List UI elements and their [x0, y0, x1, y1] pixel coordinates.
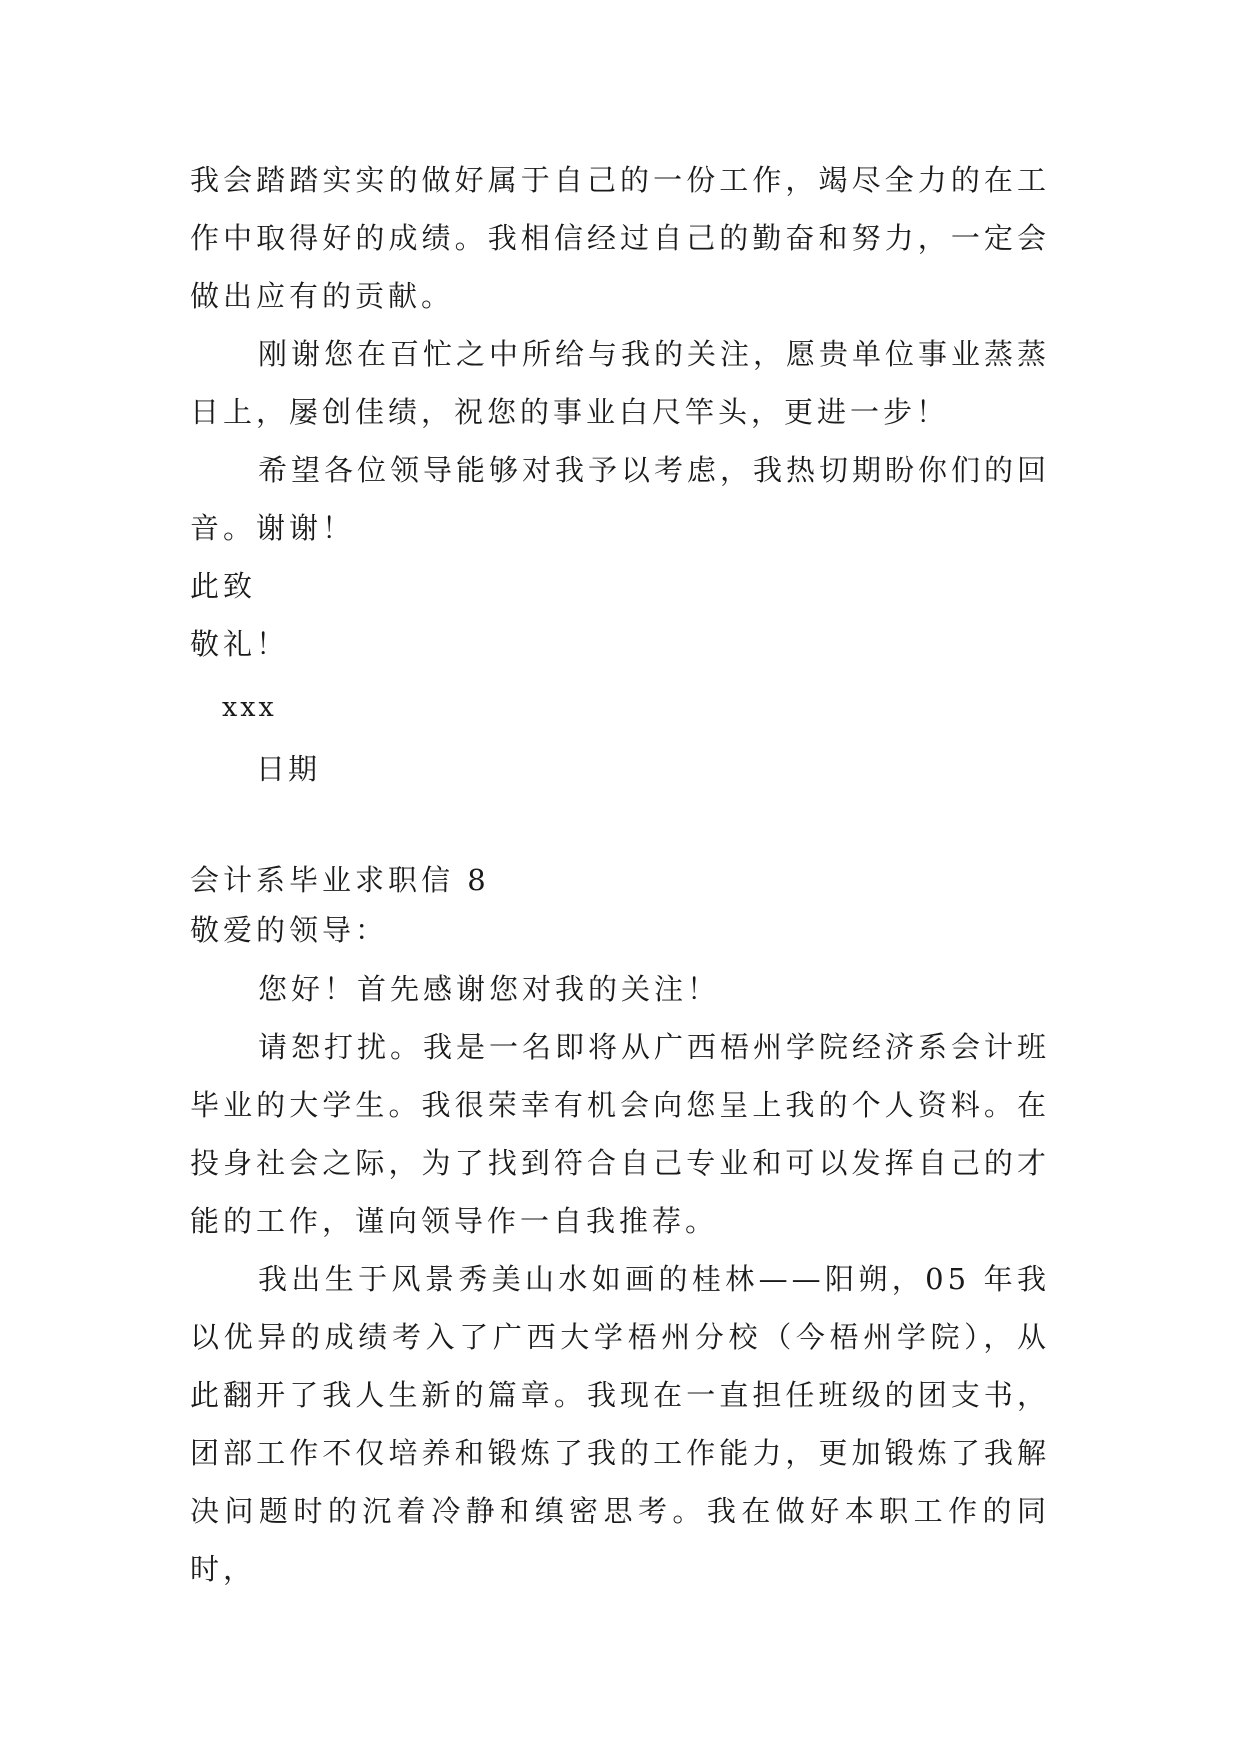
hope-paragraph: 希望各位领导能够对我予以考虑，我热切期盼你们的回音。谢谢！: [190, 453, 1051, 545]
letter-2-body: [190, 960, 1050, 1598]
signature: xxx: [222, 692, 277, 723]
closing-phrase: 此致: [190, 569, 257, 603]
closing-paragraph: 我会踏踏实实的做好属于自己的一份工作，竭尽全力的在工作中取得好的成绩。我相信经过自己的勤奋和努力，一定会做出应有的贡献。: [190, 163, 1050, 313]
letter-title: 会计系毕业求职信 8: [190, 863, 490, 897]
letter-2-header: [190, 855, 1050, 955]
thanks-paragraph: 刚谢您在百忙之中所给与我的关注，愿贵单位事业蒸蒸日上，屡创佳绩，祝您的事业白尺竿头，更进一步！: [190, 337, 1051, 429]
date-label: 日期: [256, 752, 321, 786]
intro-paragraph: 请恕打扰。我是一名即将从广西梧州学院经济系会计班毕业的大学生。我很荣幸有机会向您呈上我的个人资料。在投身社会之际，为了找到符合自己专业和可以发挥自己的才能的工作，谨向领导作一自我推荐。: [190, 1030, 1051, 1238]
closing-salute: 敬礼！: [190, 627, 290, 661]
bio-paragraph: 我出生于风景秀美山水如画的桂林——阳朔，05 年我以优异的成绩考入了广西大学梧州分校（今梧州学院），从此翻开了我人生新的篇章。我现在一直担任班级的团支书，团部工作不仅培养和锻炼了我的工作能力，更加锻炼了我解决问题时的沉着冷静和缜密思考。我在做好本职工作的同时，: [190, 1262, 1050, 1586]
salutation: 敬爱的领导：: [190, 913, 389, 947]
letter-1-body: [190, 151, 1050, 673]
greeting-paragraph: 您好！首先感谢您对我的关注！: [258, 972, 721, 1006]
